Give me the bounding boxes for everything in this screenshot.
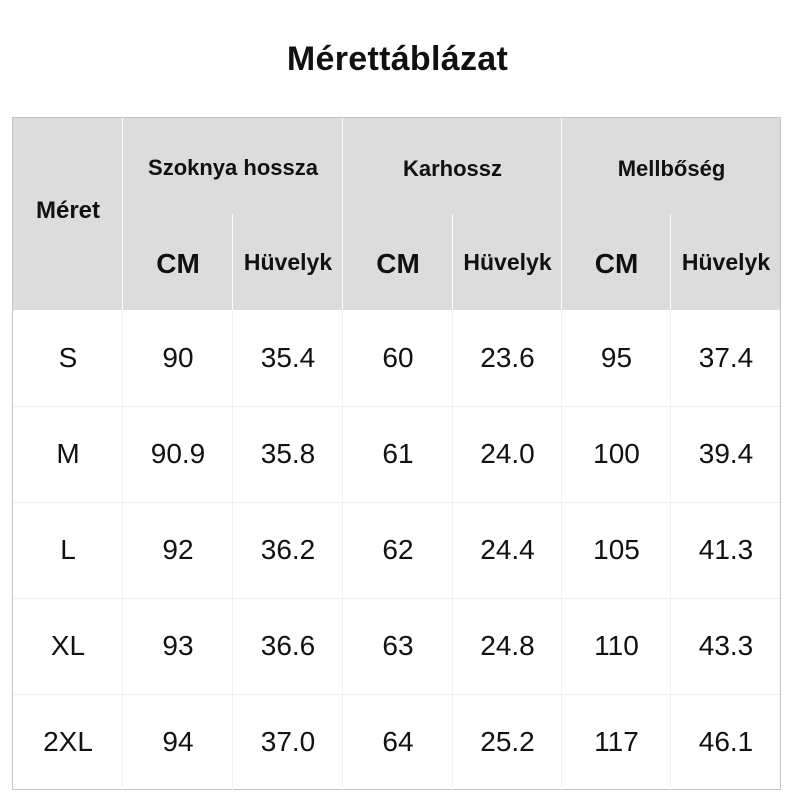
value-cell: 24.8	[480, 630, 535, 661]
subheader-cm: CM	[594, 248, 639, 279]
value-cell: 95	[600, 342, 633, 373]
value-cell: 46.1	[698, 726, 754, 757]
value-cell: 64	[382, 726, 414, 757]
value-cell: 35.8	[260, 438, 316, 469]
column-divider	[232, 214, 233, 310]
column-divider	[342, 118, 343, 310]
header-skirt-length: Szoknya hossza	[148, 155, 318, 180]
column-divider	[670, 214, 671, 310]
size-cell: M	[56, 438, 80, 469]
page-title: Mérettáblázat	[286, 40, 509, 78]
subheader-inch: Hüvelyk	[681, 248, 771, 275]
column-divider	[561, 118, 562, 310]
subheader-inch: Hüvelyk	[463, 248, 552, 275]
subheader-cm: CM	[376, 248, 420, 279]
column-divider	[452, 214, 453, 310]
header-sleeve-length: Karhossz	[402, 156, 503, 181]
value-cell: 25.2	[480, 726, 535, 757]
value-cell: 37.0	[260, 726, 316, 757]
value-cell: 90.9	[150, 438, 206, 469]
value-cell: 41.3	[698, 534, 754, 565]
value-cell: 105	[593, 534, 640, 565]
size-chart-table	[12, 117, 781, 790]
value-cell: 39.4	[698, 438, 754, 469]
size-cell: L	[60, 534, 76, 565]
value-cell: 62	[382, 534, 414, 565]
value-cell: 63	[382, 630, 414, 661]
subheader-cm: CM	[156, 248, 200, 279]
value-cell: 93	[162, 630, 194, 661]
size-cell: XL	[50, 630, 86, 661]
value-cell: 36.2	[260, 534, 316, 565]
value-cell: 90	[162, 342, 194, 373]
value-cell: 92	[162, 534, 194, 565]
value-cell: 24.4	[480, 534, 535, 565]
value-cell: 23.6	[480, 342, 535, 373]
header-size: Méret	[35, 197, 101, 224]
column-divider	[122, 118, 123, 310]
value-cell: 36.6	[260, 630, 316, 661]
value-cell: 60	[382, 342, 414, 373]
size-cell: S	[58, 342, 78, 373]
value-cell: 117	[594, 726, 639, 757]
value-cell: 110	[594, 630, 639, 661]
header-bust: Mellbőség	[617, 156, 726, 181]
value-cell: 61	[382, 438, 414, 469]
value-cell: 100	[593, 438, 640, 469]
subheader-inch: Hüvelyk	[243, 248, 333, 275]
value-cell: 43.3	[698, 630, 754, 661]
value-cell: 94	[162, 726, 194, 757]
value-cell: 37.4	[698, 342, 754, 373]
size-cell: 2XL	[43, 726, 93, 757]
value-cell: 24.0	[480, 438, 535, 469]
value-cell: 35.4	[260, 342, 316, 373]
